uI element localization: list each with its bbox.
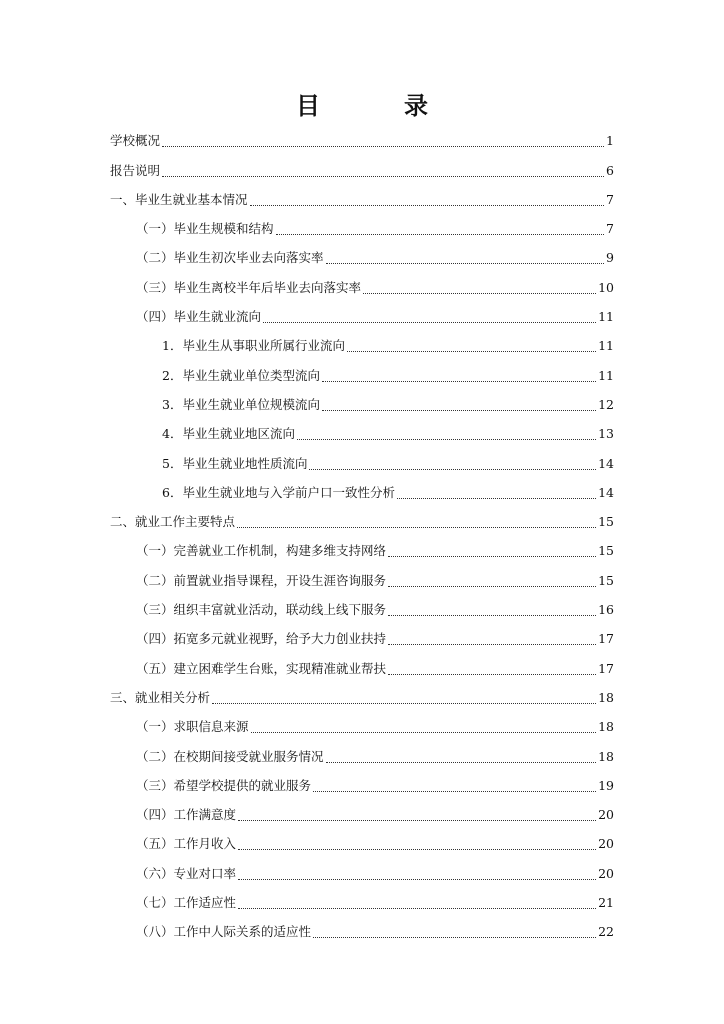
toc-dot-leader xyxy=(388,644,596,645)
toc-entry[interactable] xyxy=(110,710,614,739)
toc-dot-leader xyxy=(250,205,605,206)
toc-entry[interactable] xyxy=(110,856,614,885)
toc-entry-label: （三）组织丰富就业活动，联动线上线下服务 xyxy=(136,602,387,618)
toc-dot-leader xyxy=(388,556,596,557)
toc-dot-leader xyxy=(238,849,596,850)
toc-dot-leader xyxy=(238,879,596,880)
toc-entry-label: 学校概况 xyxy=(110,133,161,149)
toc-dot-leader xyxy=(238,908,596,909)
toc-entry-page-number: 11 xyxy=(598,338,614,354)
toc-entry-label: （四）毕业生就业流向 xyxy=(136,309,262,325)
toc-entry[interactable] xyxy=(110,534,614,563)
toc-entry-label: （五）工作月收入 xyxy=(136,836,237,852)
toc-entry-page-number: 20 xyxy=(598,807,614,823)
toc-entry-label: （一）求职信息来源 xyxy=(136,719,249,735)
toc-entry-page-number: 20 xyxy=(598,865,614,881)
toc-dot-leader xyxy=(162,146,604,147)
toc-entry-label: 一、毕业生就业基本情况 xyxy=(110,191,248,207)
toc-entry[interactable] xyxy=(110,183,614,212)
toc-dot-leader xyxy=(322,381,596,382)
toc-entry-page-number: 6 xyxy=(606,162,614,178)
toc-entry[interactable] xyxy=(110,358,614,387)
toc-entry[interactable] xyxy=(110,153,614,182)
toc-entry-label: （四）拓宽多元就业视野，给予大力创业扶持 xyxy=(136,631,387,647)
toc-entry-page-number: 11 xyxy=(598,367,614,383)
toc-entry[interactable] xyxy=(110,651,614,680)
toc-entry[interactable] xyxy=(110,270,614,299)
toc-entry-label: （二）前置就业指导课程，开设生涯咨询服务 xyxy=(136,572,387,588)
toc-entry[interactable] xyxy=(110,827,614,856)
toc-dot-leader xyxy=(162,176,604,177)
toc-dot-leader xyxy=(309,469,596,470)
toc-entry-label: （五）建立困难学生台账，实现精准就业帮扶 xyxy=(136,660,387,676)
toc-dot-leader xyxy=(263,322,596,323)
toc-dot-leader xyxy=(388,674,596,675)
toc-entry-label: （八）工作中人际关系的适应性 xyxy=(136,924,312,940)
toc-entry-page-number: 16 xyxy=(598,602,614,618)
toc-entry-label: （七）工作适应性 xyxy=(136,895,237,911)
toc-entry-page-number: 18 xyxy=(598,719,614,735)
toc-dot-leader xyxy=(313,791,596,792)
toc-entry[interactable] xyxy=(110,798,614,827)
toc-entry[interactable] xyxy=(110,769,614,798)
toc-entry-page-number: 9 xyxy=(606,250,614,266)
toc-entry-page-number: 1 xyxy=(606,133,614,149)
toc-entry[interactable] xyxy=(110,446,614,475)
toc-dot-leader xyxy=(238,820,596,821)
toc-entry[interactable] xyxy=(110,563,614,592)
toc-entry-page-number: 7 xyxy=(606,191,614,207)
toc-dot-leader xyxy=(322,410,596,411)
toc-dot-leader xyxy=(363,293,596,294)
toc-entry[interactable] xyxy=(110,505,614,534)
toc-entry-label: （六）专业对口率 xyxy=(136,865,237,881)
toc-entry[interactable] xyxy=(110,886,614,915)
toc-entry-page-number: 12 xyxy=(598,396,614,412)
toc-entry-label: 1．毕业生从事职业所属行业流向 xyxy=(162,338,345,354)
toc-dot-leader xyxy=(297,439,596,440)
toc-entry-label: （二）在校期间接受就业服务情况 xyxy=(136,748,324,764)
toc-entry[interactable] xyxy=(110,241,614,270)
toc-entry-label: 6．毕业生就业地与入学前户口一致性分析 xyxy=(162,484,395,500)
toc-dot-leader xyxy=(388,586,596,587)
toc-entry[interactable] xyxy=(110,476,614,505)
toc-entry-label: （四）工作满意度 xyxy=(136,807,237,823)
toc-dot-leader xyxy=(313,937,596,938)
toc-entry-page-number: 11 xyxy=(598,309,614,325)
toc-entry-page-number: 14 xyxy=(598,484,614,500)
toc-entry[interactable] xyxy=(110,593,614,622)
toc-entry-page-number: 18 xyxy=(598,748,614,764)
toc-list xyxy=(110,124,614,944)
toc-dot-leader xyxy=(276,234,605,235)
toc-entry[interactable] xyxy=(110,300,614,329)
toc-dot-leader xyxy=(326,762,597,763)
toc-entry-page-number: 14 xyxy=(598,455,614,471)
toc-title: 目 录 xyxy=(296,92,458,120)
toc-entry-label: （三）毕业生离校半年后毕业去向落实率 xyxy=(136,279,362,295)
toc-entry[interactable] xyxy=(110,739,614,768)
toc-entry-page-number: 15 xyxy=(598,514,614,530)
toc-entry-page-number: 13 xyxy=(598,426,614,442)
toc-entry-label: 三、就业相关分析 xyxy=(110,689,211,705)
toc-entry[interactable] xyxy=(110,915,614,944)
toc-entry[interactable] xyxy=(110,681,614,710)
toc-entry-page-number: 18 xyxy=(598,689,614,705)
toc-dot-leader xyxy=(347,351,596,352)
toc-entry[interactable] xyxy=(110,417,614,446)
toc-entry-label: （二）毕业生初次毕业去向落实率 xyxy=(136,250,324,266)
toc-entry[interactable] xyxy=(110,124,614,153)
toc-entry-page-number: 7 xyxy=(606,221,614,237)
toc-entry-page-number: 22 xyxy=(598,924,614,940)
toc-entry-label: 2．毕业生就业单位类型流向 xyxy=(162,367,320,383)
toc-dot-leader xyxy=(388,615,596,616)
toc-entry[interactable] xyxy=(110,329,614,358)
toc-entry-page-number: 17 xyxy=(598,660,614,676)
toc-dot-leader xyxy=(326,263,605,264)
toc-entry-label: 报告说明 xyxy=(110,162,161,178)
toc-entry-label: 4．毕业生就业地区流向 xyxy=(162,426,295,442)
toc-dot-leader xyxy=(237,527,596,528)
toc-entry-page-number: 15 xyxy=(598,572,614,588)
toc-entry-page-number: 15 xyxy=(598,543,614,559)
toc-entry-label: 3．毕业生就业单位规模流向 xyxy=(162,396,320,412)
toc-entry-label: （一）毕业生规模和结构 xyxy=(136,221,274,237)
toc-entry-page-number: 19 xyxy=(598,777,614,793)
toc-dot-leader xyxy=(212,703,596,704)
toc-entry-page-number: 20 xyxy=(598,836,614,852)
toc-entry-page-number: 17 xyxy=(598,631,614,647)
toc-entry-page-number: 10 xyxy=(598,279,614,295)
toc-entry[interactable] xyxy=(110,388,614,417)
toc-entry[interactable] xyxy=(110,212,614,241)
toc-entry-label: （一）完善就业工作机制，构建多维支持网络 xyxy=(136,543,387,559)
toc-entry-label: 二、就业工作主要特点 xyxy=(110,514,236,530)
toc-entry[interactable] xyxy=(110,622,614,651)
toc-entry-page-number: 21 xyxy=(598,895,614,911)
toc-dot-leader xyxy=(251,732,597,733)
toc-entry-label: （三）希望学校提供的就业服务 xyxy=(136,777,312,793)
toc-dot-leader xyxy=(397,498,596,499)
toc-entry-label: 5．毕业生就业地性质流向 xyxy=(162,455,308,471)
